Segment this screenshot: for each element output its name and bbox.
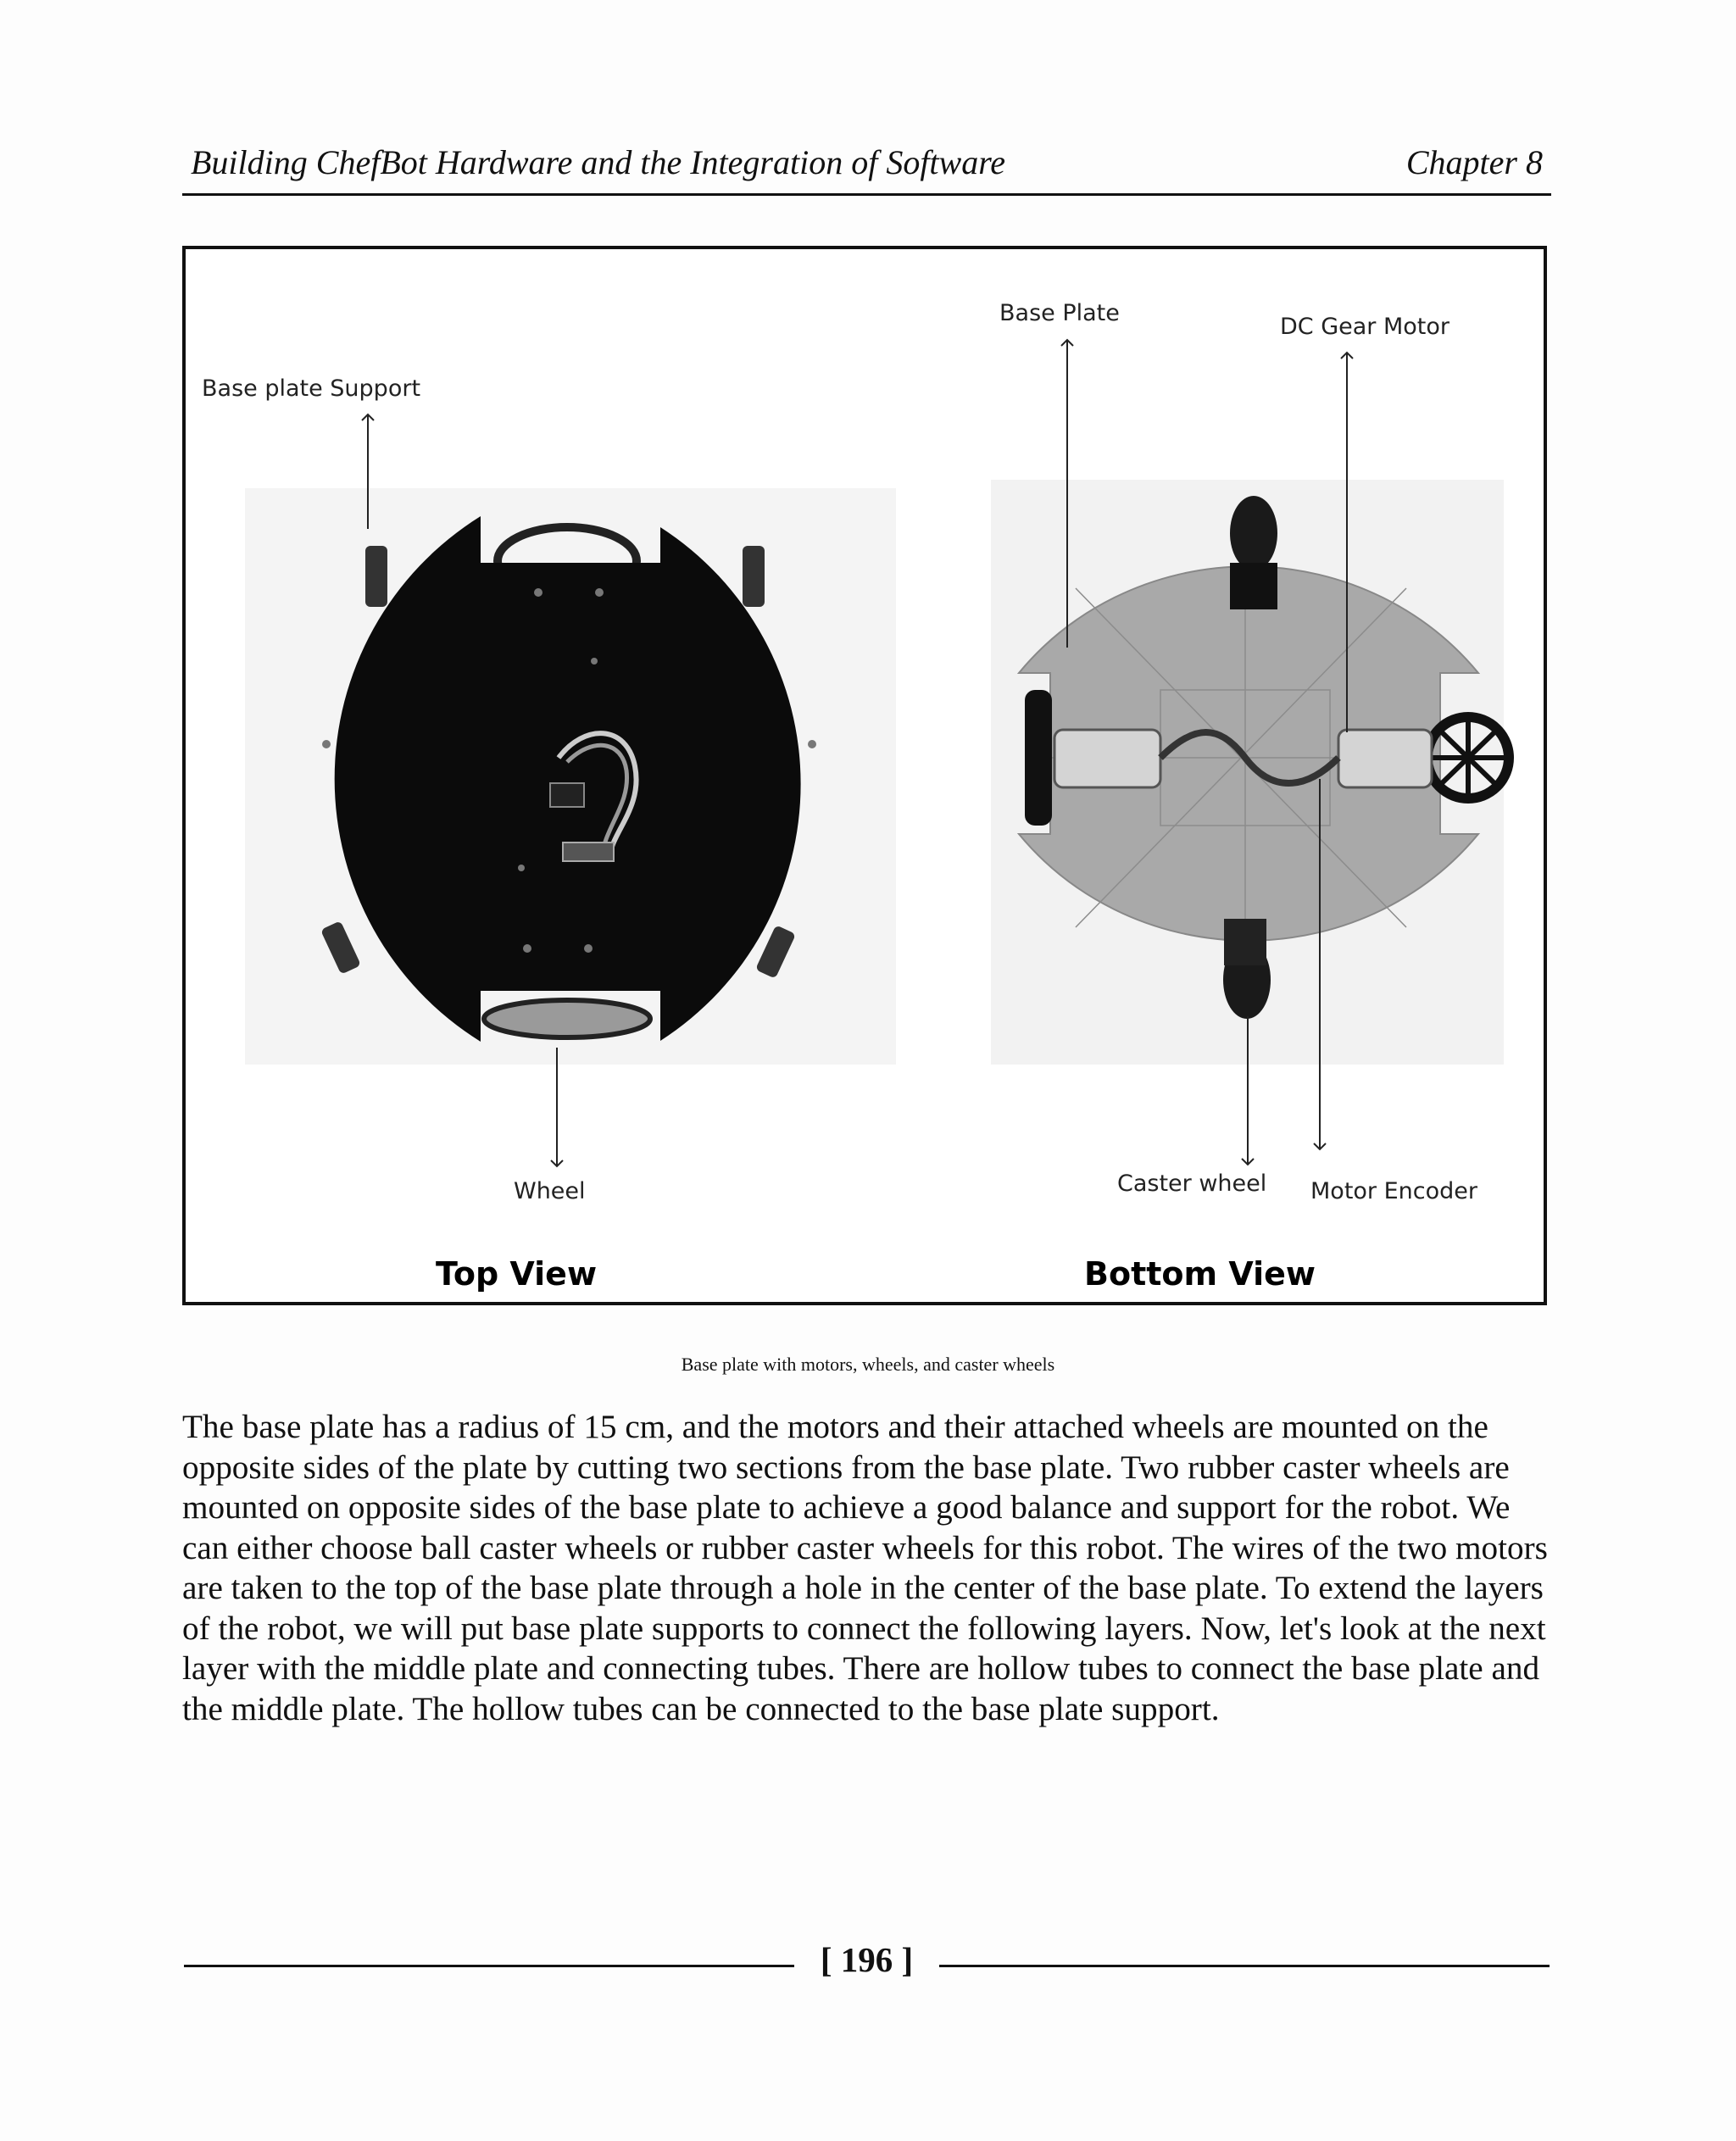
label-caster-wheel: Caster wheel	[1117, 1171, 1267, 1197]
page-footer	[182, 1939, 1551, 1990]
label-base-plate: Base Plate	[999, 300, 1120, 326]
label-top-view: Top View	[436, 1255, 598, 1293]
drive-wheel-left	[1025, 690, 1052, 826]
label-base-plate-support: Base plate Support	[202, 375, 421, 402]
motor-left	[1054, 730, 1160, 787]
motor-right	[1338, 730, 1432, 787]
caster-mount	[1224, 919, 1266, 965]
support-post	[743, 546, 765, 607]
top-view-photo	[245, 488, 896, 1065]
body-paragraph: The base plate has a radius of 15 cm, and the motors and their attached wheels are mounted on the opposite sides of the plate by cutting two sections from the base plate. Two rubber caster wheels are mounted on opposite sides of the base plate to achieve a good balance and support for the robot. We can either choose ball caster wheels or rubber caster wheels for this robot. The wires of the two motors are taken to the top of the base plate through a hole in the center of the base plate. To extend the layers of the robot, we will put base plate supports to connect the following layers. Now, let's look at the next layer with the middle plate and connecting tubes. There are hollow tubes to connect the base plate and the middle plate. The hollow tubes can be connected to the base plate support.	[182, 1409, 1548, 1727]
caster-mount	[1230, 563, 1277, 609]
page-number: [ 196 ]	[804, 1940, 930, 1979]
label-bottom-view: Bottom View	[1084, 1255, 1316, 1293]
figure-illustration	[186, 249, 1544, 1302]
figure-caption: Base plate with motors, wheels, and caster wheels	[681, 1354, 1055, 1375]
chapter-label: Chapter 8	[1405, 143, 1543, 181]
bottom-view-photo	[991, 480, 1509, 1065]
bottom-wheel	[484, 1000, 650, 1037]
book-title: Building ChefBot Hardware and the Integration of Software	[191, 143, 1006, 181]
caster-wheel	[1230, 496, 1277, 570]
label-dc-gear-motor: DC Gear Motor	[1280, 314, 1450, 340]
running-header	[182, 142, 1551, 196]
page-number-wrap	[182, 1939, 1551, 1980]
label-motor-encoder: Motor Encoder	[1310, 1178, 1477, 1204]
figure-base-plate	[182, 246, 1547, 1305]
top-base-plate	[335, 516, 801, 1042]
label-wheel: Wheel	[514, 1178, 586, 1204]
support-post	[365, 546, 387, 607]
